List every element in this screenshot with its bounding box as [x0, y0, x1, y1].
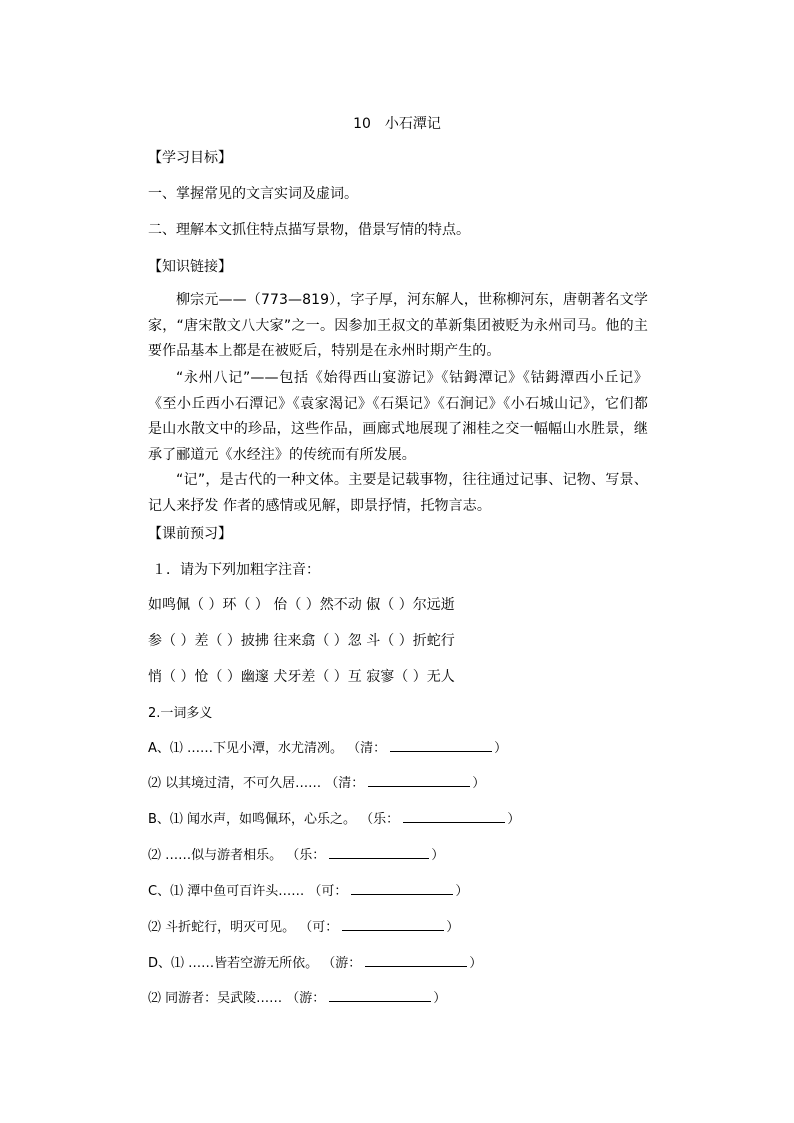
question-1: １．请为下列加粗字注音： [152, 562, 320, 578]
question-2: 2.一词多义 [148, 706, 213, 721]
document-title: 10 小石潭记 [353, 116, 441, 132]
item-a1-text: A、⑴ ……下见小潭，水尤清冽。 （清： [148, 741, 387, 756]
paragraph-ji-genre: “记”，是古代的一种文体。主要是记载事物，往往通过记事、记物、写景、记人来抒发 作者的感情或见解，即景抒情，托物言志。 [148, 472, 648, 514]
close-paren: ） [494, 741, 508, 756]
item-d1 [148, 952, 482, 976]
close-paren: ） [507, 812, 521, 827]
goal-item-1: 一、掌握常见的文言实词及虚词。 [148, 186, 358, 202]
paragraph-author: 柳宗元——（773—819），字子厚，河东解人，世称柳河东，唐朝著名文学家，“唐宋散文八大家”之一。因参加王叔文的革新集团被贬为永州司马。他的主要作品基本上都是在被贬后，特别是在永州时期产生的。 [148, 292, 648, 359]
section-heading-goals: 【学习目标】 [148, 150, 232, 166]
item-c1 [148, 880, 468, 904]
goal-item-2: 二、理解本文抓住特点描写景物，借景写情的特点。 [148, 222, 470, 238]
item-a2 [148, 772, 485, 796]
pinyin-line-2: 参（ ）差（ ）披拂 往来翕（ ）忽 斗（ ）折蛇行 [148, 633, 455, 649]
item-b1-text: B、⑴ 闻水声，如鸣佩环，心乐之。 （乐： [148, 812, 400, 827]
answer-blank[interactable] [329, 844, 429, 859]
close-paren: ） [472, 776, 486, 791]
answer-blank[interactable] [368, 772, 470, 787]
item-c2 [148, 916, 459, 940]
close-paren: ） [455, 884, 469, 899]
close-paren: ） [469, 956, 483, 971]
item-b1 [148, 808, 520, 832]
answer-blank[interactable] [403, 808, 505, 823]
close-paren: ） [431, 848, 445, 863]
item-b2 [148, 844, 444, 868]
answer-blank[interactable] [329, 987, 431, 1002]
close-paren: ） [446, 920, 460, 935]
item-b2-text: ⑵ ……似与游者相乐。 （乐： [148, 848, 326, 863]
item-d2-text: ⑵ 同游者：吴武陵…… （游： [148, 991, 326, 1006]
item-d2 [148, 987, 446, 1011]
paragraph-yongzhou: “永州八记”——包括《始得西山宴游记》《钴鉧潭记》《钴鉧潭西小丘记》《至小丘西小石潭记》《袁家渴记》《石渠记》《石涧记》《小石城山记》，它们都是山水散文中的珍品，这些作品，画廊式地展现了湘桂之交一幅幅山水胜景，继承了郦道元《水经注》的传统而有所发展。 [148, 370, 648, 463]
pinyin-line-1: 如鸣佩（ ）环（ ） 佁（ ）然不动 俶（ ）尔远逝 [148, 597, 455, 613]
pinyin-line-3: 悄（ ）怆（ ）幽邃 犬牙差（ ）互 寂寥（ ）无人 [148, 669, 455, 685]
section-heading-preview: 【课前预习】 [148, 526, 232, 542]
item-c1-text: C、⑴ 潭中鱼可百许头…… （可： [148, 884, 348, 899]
item-a1 [148, 737, 507, 761]
close-paren: ） [433, 991, 447, 1006]
item-a2-text: ⑵ 以其境过清，不可久居…… （清： [148, 776, 365, 791]
item-d1-text: D、⑴ ……皆若空游无所依。 （游： [148, 956, 362, 971]
answer-blank[interactable] [342, 916, 444, 931]
answer-blank[interactable] [390, 737, 492, 752]
answer-blank[interactable] [351, 880, 453, 895]
section-heading-links: 【知识链接】 [148, 259, 232, 275]
item-c2-text: ⑵ 斗折蛇行，明灭可见。 （可： [148, 920, 339, 935]
answer-blank[interactable] [365, 952, 467, 967]
